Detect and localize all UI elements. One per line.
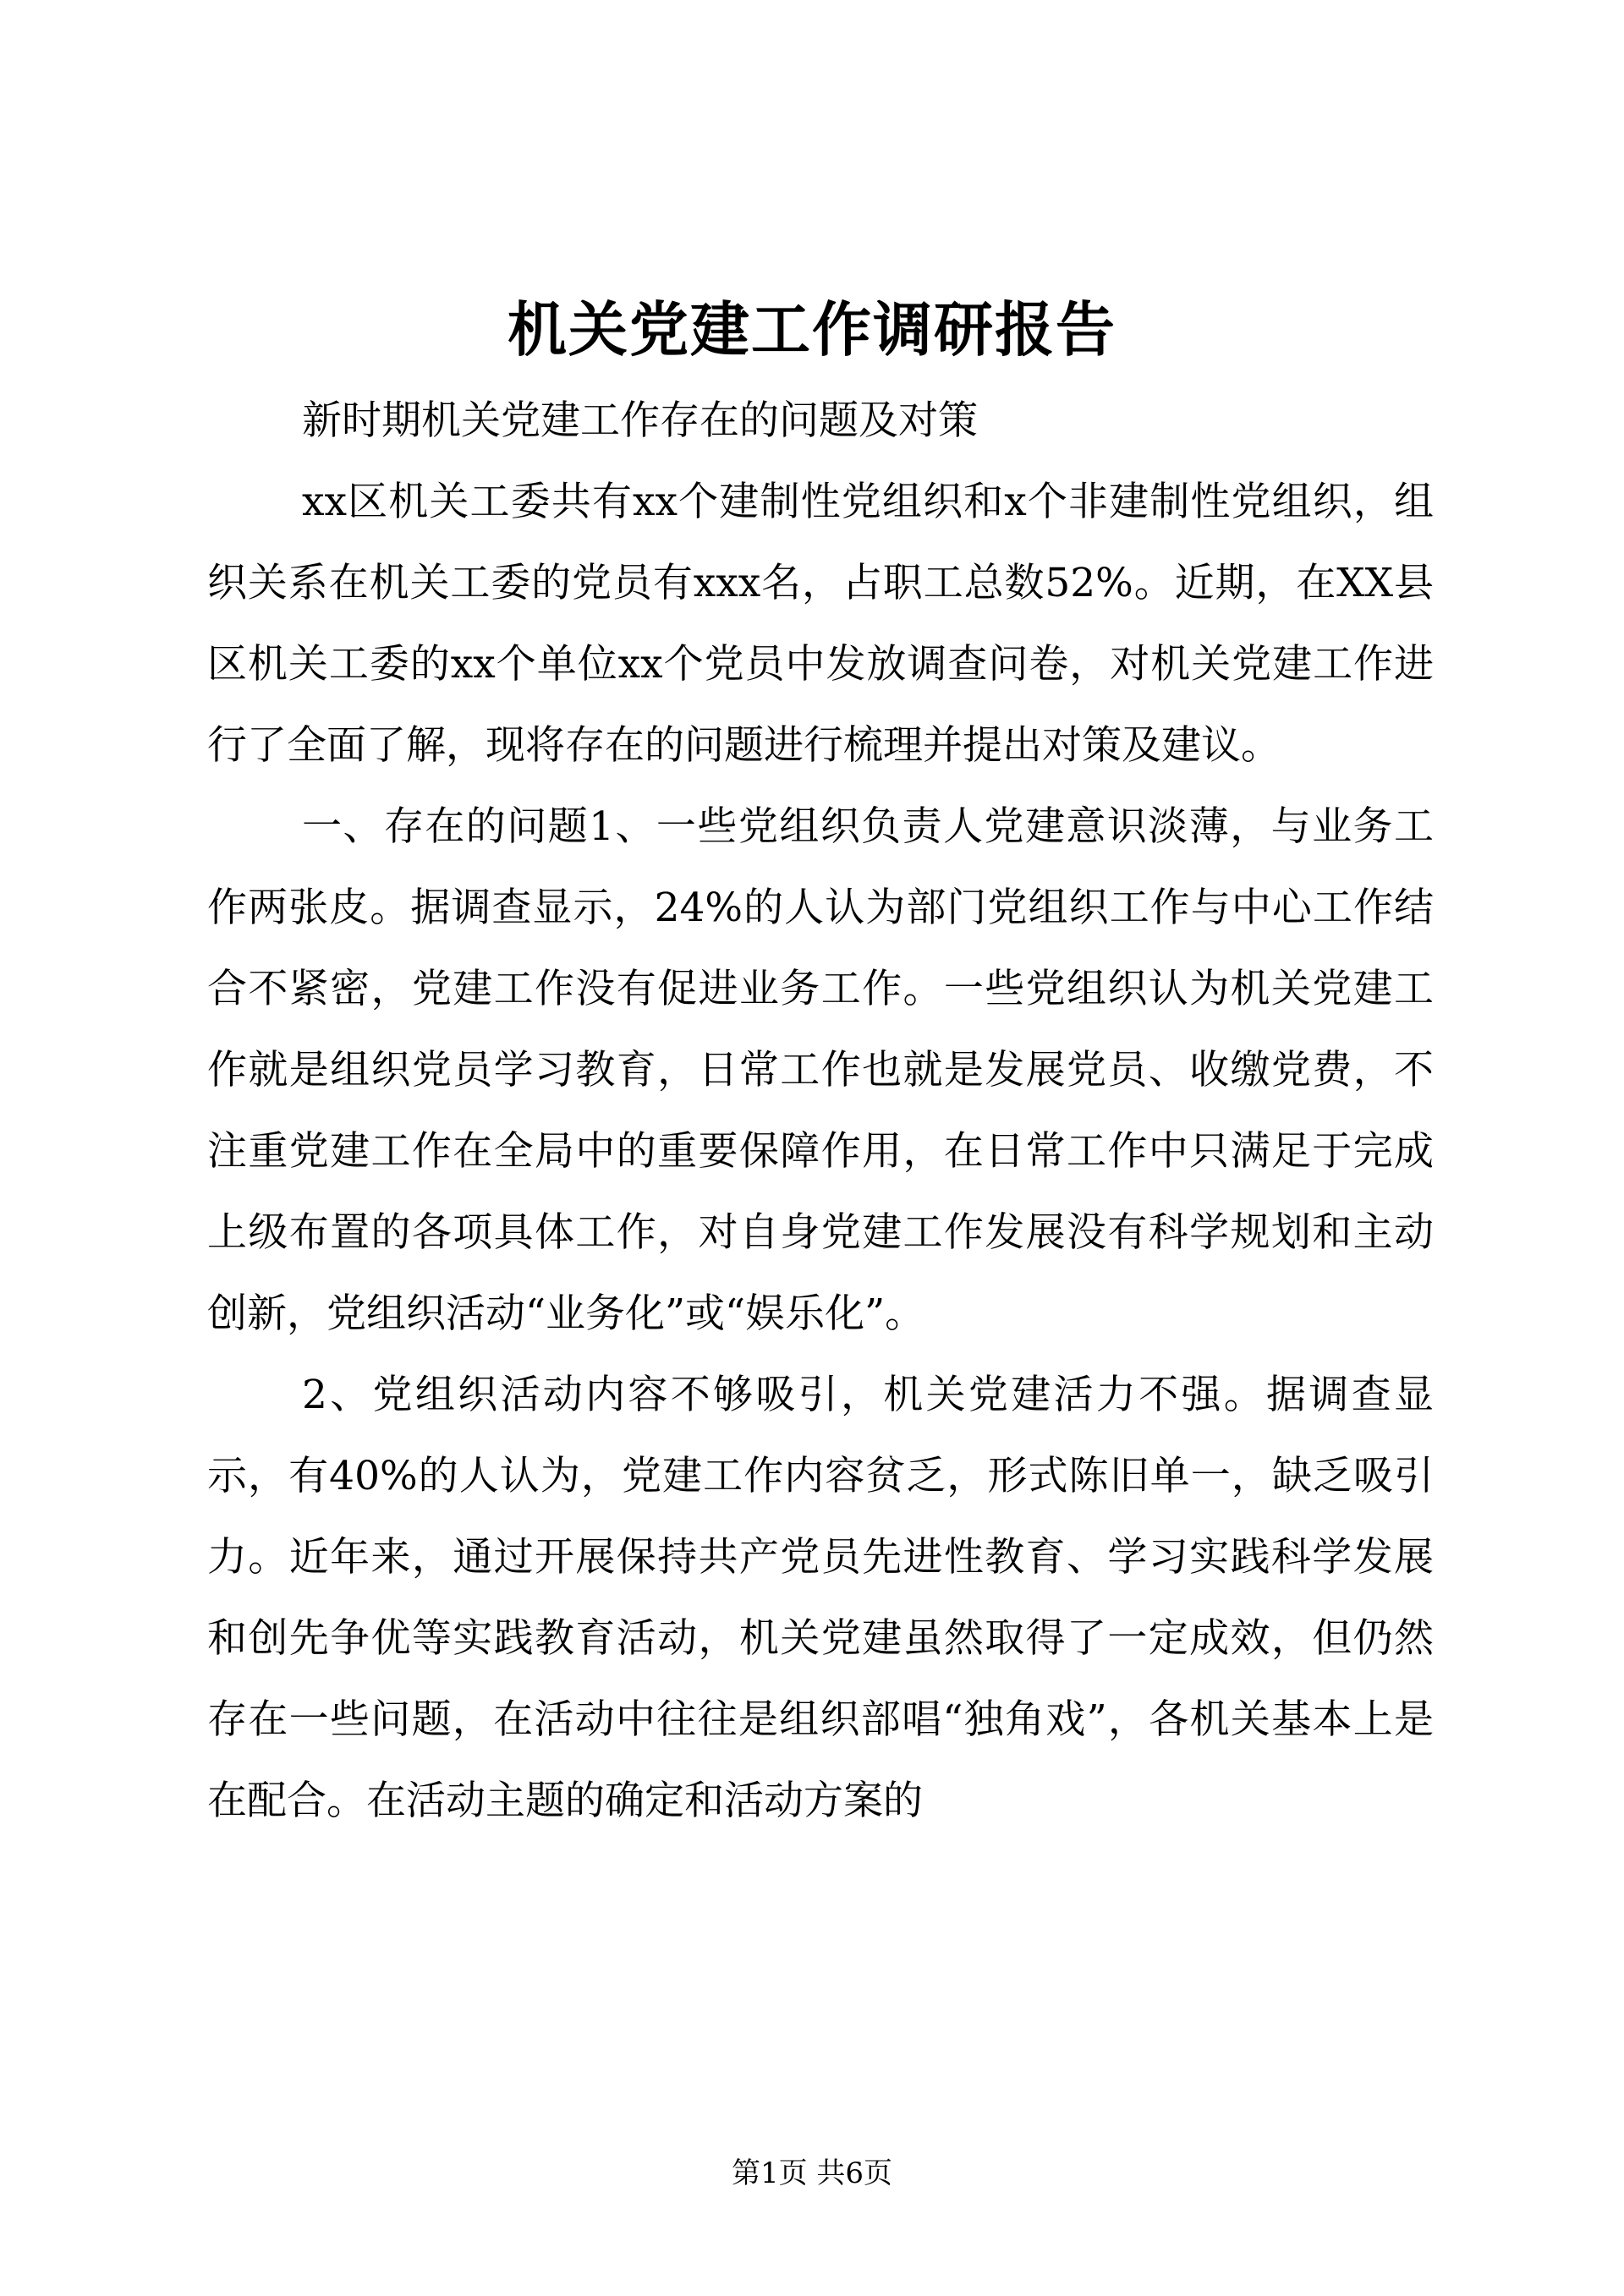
paragraph-subtitle: 新时期机关党建工作存在的问题及对策 <box>302 397 978 444</box>
paragraph-problem-2: 2、党组织活动内容不够吸引，机关党建活力不强。据调查显示，有40%的人认为，党建工作内容贫乏，形式陈旧单一，缺乏吸引力。近年来，通过开展保持共产党员先进性教育、学习实践科学发展和创先争优等实践教育活动，机关党建虽然取得了一定成效，但仍然存在一些问题，在活动中往往是组织部唱“独角戏”，各机关基本上是在配合。在活动主题的确定和活动方案的 <box>207 1372 1434 1824</box>
document-body <box>207 381 1434 1842</box>
document-title: 机关党建工作调研报告 <box>508 294 1116 364</box>
paragraph-intro: xx区机关工委共有xx个建制性党组织和x个非建制性党组织，组织关系在机关工委的党员有xxx名，占职工总数52%。近期，在XX县区机关工委的xx个单位xx个党员中发放调查问卷，对机关党建工作进行了全面了解，现将存在的问题进行梳理并提出对策及建议。 <box>207 479 1434 769</box>
page-number-footer: 第1页 共6页 <box>731 2156 893 2190</box>
paragraph-problem-1: 一、存在的问题1、一些党组织负责人党建意识淡薄，与业务工作两张皮。据调查显示，24%的人认为部门党组织工作与中心工作结合不紧密，党建工作没有促进业务工作。一些党组织认为机关党建工作就是组织党员学习教育，日常工作也就是发展党员、收缴党费，不注重党建工作在全局中的重要保障作用，在日常工作中只满足于完成上级布置的各项具体工作，对自身党建工作发展没有科学规划和主动创新，党组织活动“业务化”或“娱乐化”。 <box>207 803 1434 1337</box>
